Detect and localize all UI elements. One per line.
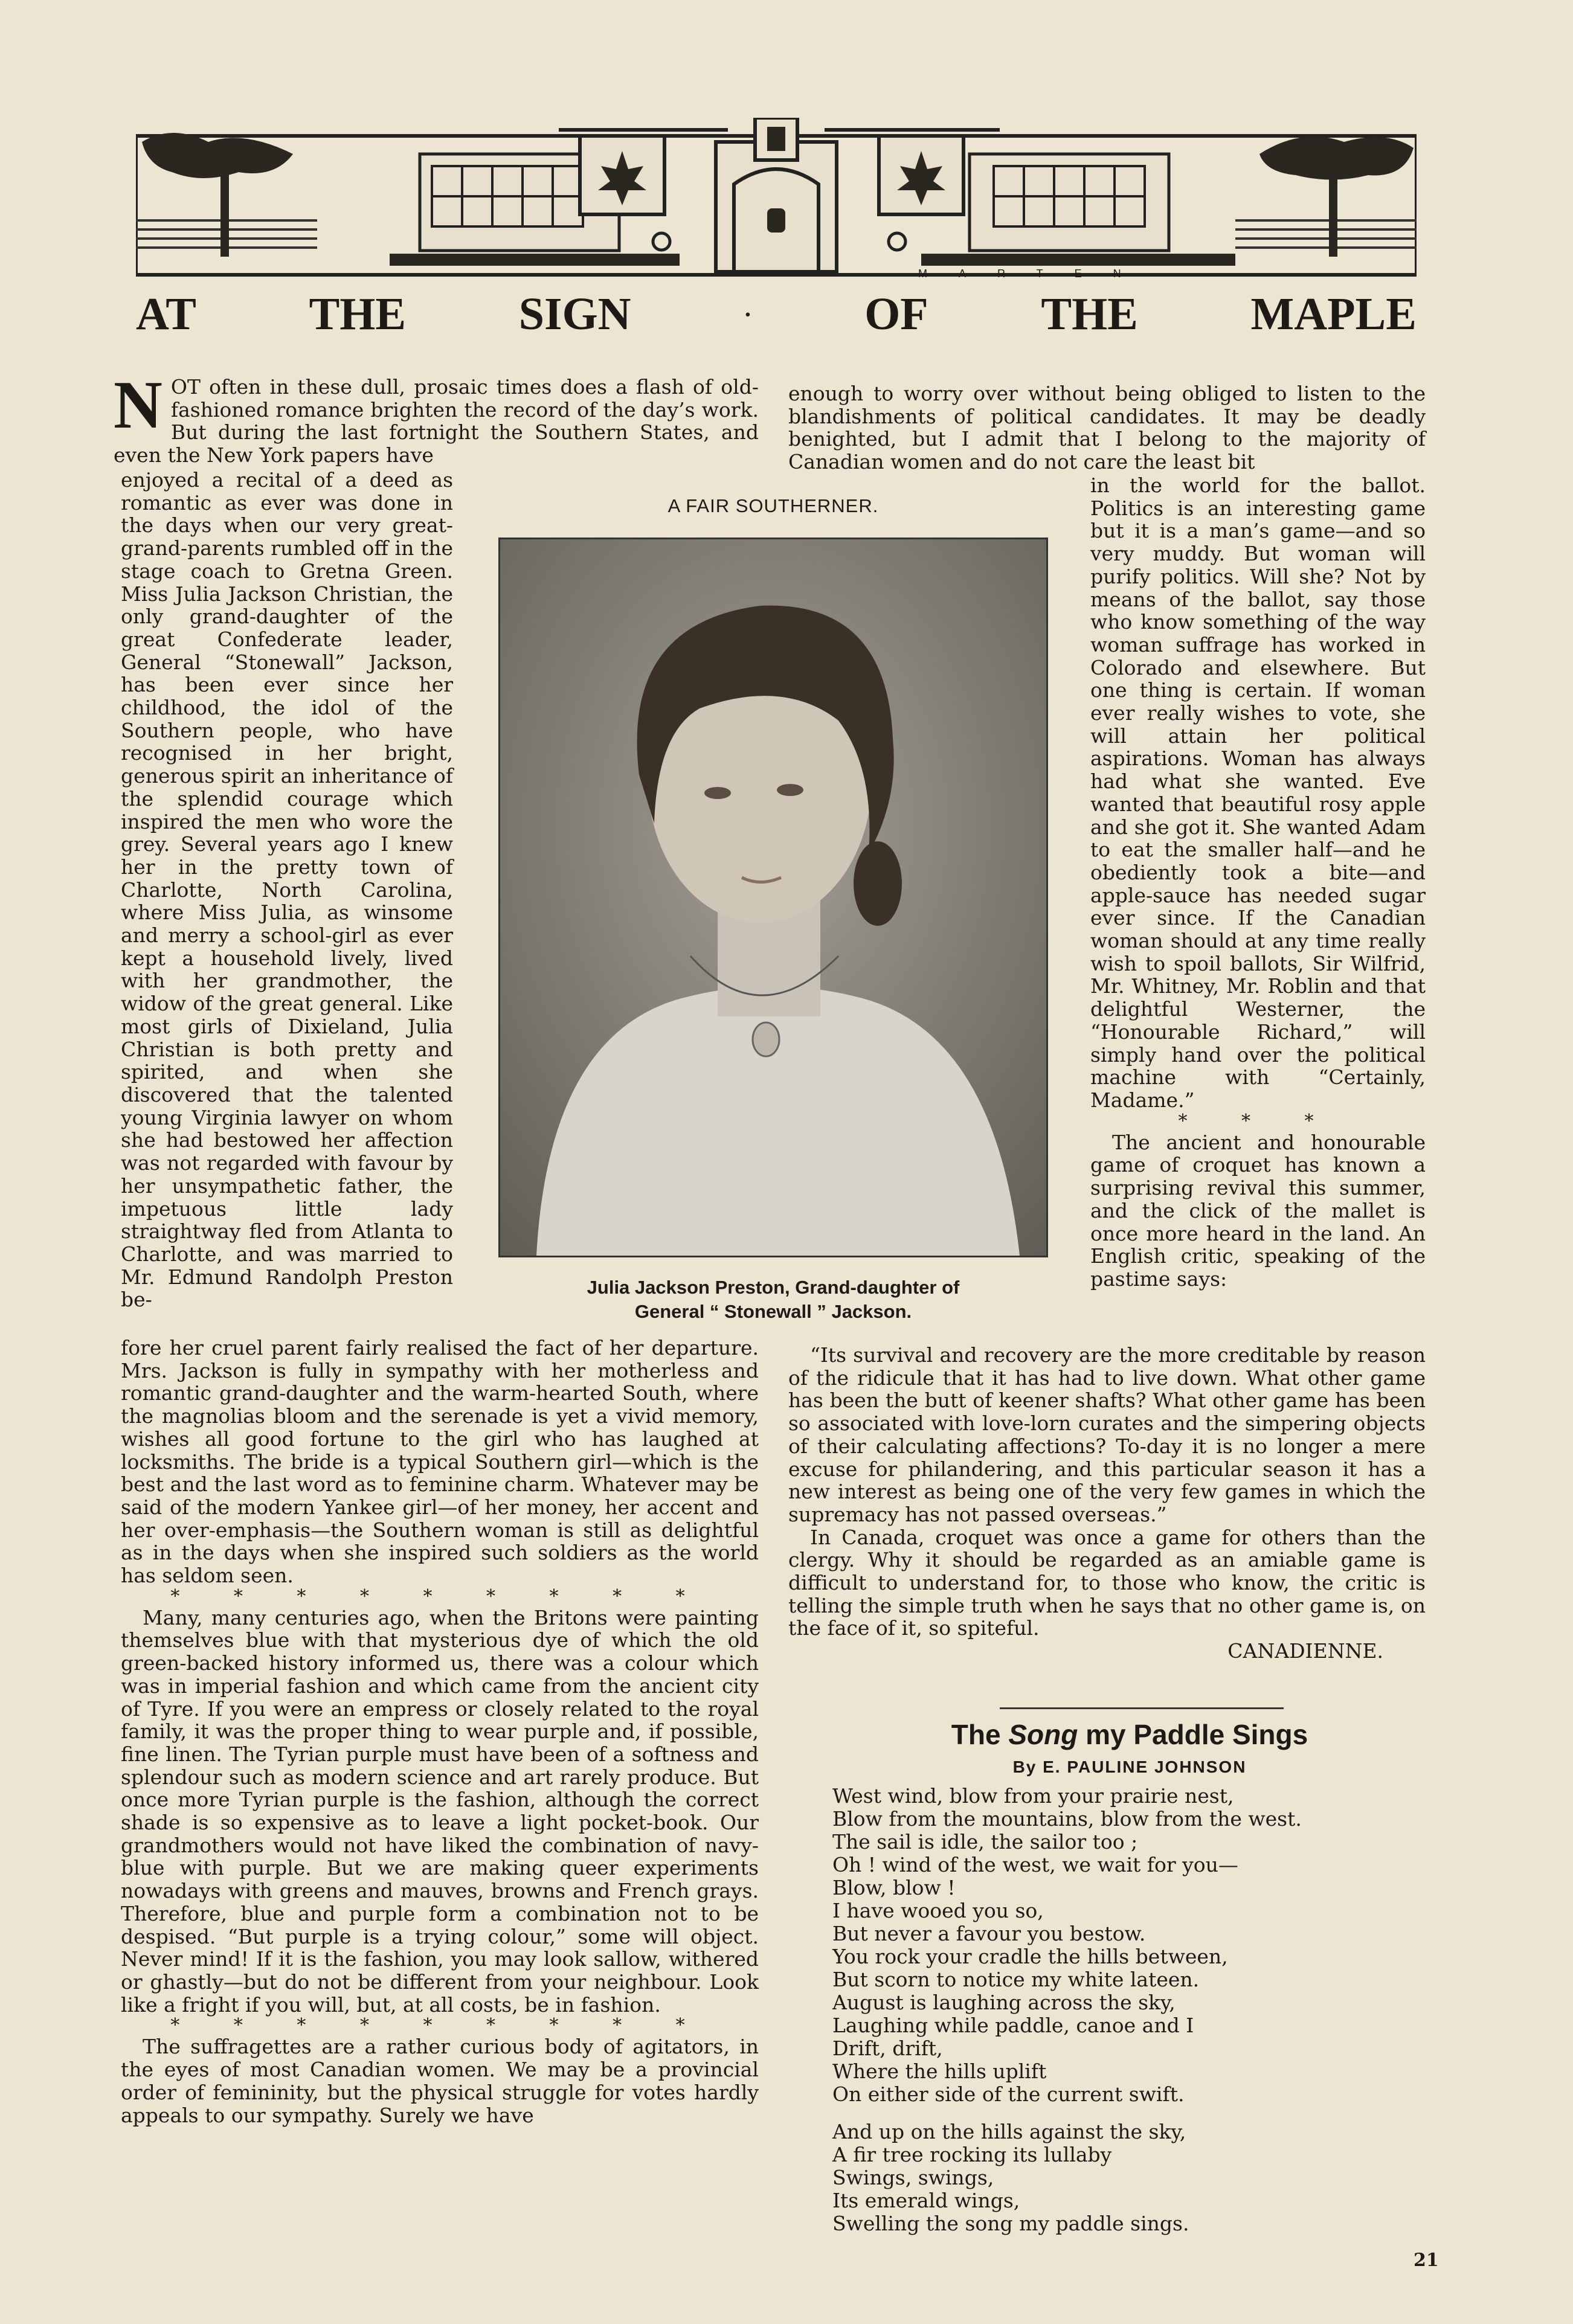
poem-line: Laughing while paddle, canoe and I [832,2014,1194,2037]
poem-line: Blow, blow ! [832,1876,956,1899]
article-narrow-left [121,469,453,1311]
article-paragraph: The ancient and honourable game of croquet has known a surprising revival this summer, and the click of the mallet is once more heard in the land. An English critic, speaking of the pastime says: [1090,1130,1426,1291]
article-paragraph: enjoyed a recital of a deed as romantic as ever was done in the days when our very great-grand-parents rumbled off in the stage coach to Gretna Green. Miss Julia Jackson Christian, the only grand-daughter of the great Confederate leader, General “Stonewall” Jackson, has been ever since her childhood, the idol of the Southern people, who have recognised in her bright, generous spirit an inheritance of the splendid courage which inspired the men who wore the grey. Several years ago I knew her in the pretty town of Charlotte, North Carolina, where Miss Julia, as winsome and merry a school-girl as ever kept a household lively, lived with her grandmother, the widow of the great general. Like most girls of Dixieland, Julia Christian is both pretty and spirited, and when she discovered that the talented young Virginia lawyer on whom she had bestowed her affection was not regarded with favour by her unsympathetic father, the impetuous little lady straightway fled from Atlanta to Charlotte, and was married to Mr. Edmund Randolph Preston be- [121,468,453,1312]
caption-line: Julia Jackson Preston, Grand-daughter of [587,1277,960,1298]
banner-signature: MARTEN [918,268,1153,280]
figure-label: A FAIR SOUTHERNER. [667,495,879,516]
poem-title: The Song my Paddle Sings [951,1719,1308,1750]
poem-line: Its emerald wings, [832,2189,1020,2212]
article-paragraph: In Canada, croquet was once a game for others than the clergy. Why it should be regarded as an amiable game is difficult to understand for, to those who know, the critic is telling the simple truth when he says that no other game is, on the face of it, so spiteful. [788,1525,1426,1640]
banner-art [136,118,1417,281]
title-word: AT [136,288,196,339]
poem-author: By E. PAULINE JOHNSON [1012,1757,1247,1776]
poem-line: Swelling the song my paddle sings. [832,2212,1189,2235]
title-word: MAPLE [1250,288,1417,339]
article-paragraph: enough to worry over without being obliged to listen to the blandishments of political candidates. It may be deadly benighted, but I admit that I belong to the majority of Canadian women and do not care the least bit [788,382,1426,474]
page-number: 21 [1414,2250,1439,2271]
poem-stanza-break [832,2106,1436,2120]
poem-line: But scorn to notice my white lateen. [832,1968,1200,1991]
figure-caption [498,1276,1048,1324]
poem-line: The sail is idle, the sailor too ; [832,1830,1138,1854]
poem-line: I have wooed you so, [832,1899,1044,1922]
title-separator: · [744,300,752,328]
article-paragraph: Many, many centuries ago, when the Britons were painting themselves blue with that mysterious dye of which the old green-backed history informed us, there was a colour which was in imperial fashion and which came from the ancient city of Tyre. If you were an empress or closely related to the royal family, it was the proper thing to wear purple and, if possible, fine linen. The Tyrian purple must have been of a softness and splendour such as modern science and art rarely produce. But once more Tyrian purple is the fashion, although the correct shade is so expensive as to leave a light pocket-book. Our grandmothers would not have liked the combination of navy-blue with purple. But we are making queer experiments nowadays with greens and mauves, browns and French grays. Therefore, blue and purple form a combination not to be despised. “But purple is a trying colour,” some will object. Never mind! If it is the fashion, you may look sallow, withered or ghastly—but do not be different from your neighbour. Look like a fright if you will, but, at all costs, be in fashion. [121,1605,759,2017]
poem-line: August is laughing across the sky, [832,1991,1176,2014]
poem-line: Blow from the mountains, blow from the west. [832,1807,1302,1831]
poem-line: But never a favour you bestow. [832,1922,1146,1945]
section-rule [1000,1707,1284,1709]
title-word: OF [864,288,928,339]
poem-line: Drift, drift, [832,2037,943,2060]
poem-line: Oh ! wind of the west, we wait for you— [832,1853,1238,1876]
poem-body [832,1785,1436,2235]
poem-line: Where the hills uplift [832,2059,1047,2083]
poem-line: A fir tree rocking its lullaby [832,2143,1112,2166]
author-signature: CANADIENNE. [1227,1639,1383,1663]
article-right-wide [788,1344,1426,1663]
title-word: SIGN [518,288,631,339]
page-title [136,290,1417,338]
article-right-top [788,382,1426,473]
poem-line: And up on the hills against the sky, [832,2120,1186,2143]
article-paragraph: The suffragettes are a rather curious body of agitators, in the eyes of most Canadian women. We may be a provincial order of femininity, but the physical struggle for votes hardly appeals to our sympathy. Surely we have [121,2035,759,2127]
section-divider: * * * [1178,1110,1338,1132]
poem-line: On either side of the current swift. [832,2082,1185,2106]
caption-line: General “ Stonewall ” Jackson. [634,1301,912,1322]
poem-line: West wind, blow from your prairie nest, [832,1784,1234,1808]
poem-line: You rock your cradle the hills between, [832,1945,1228,1968]
drop-cap: N [114,368,162,443]
article-intro-text: OT often in these dull, prosaic times does a flash of old-fashioned romance brighten the record of the day’s work. But during the last fortnight the Southern States, and even the New York papers have [114,375,759,467]
section-divider: * * * * * * * * * [170,1585,709,1607]
article-paragraph: in the world for the ballot. Politics is an interesting game but it is a man’s game—and so very muddy. But woman will purify politics. Will she? Not by means of the ballot, say those who know something of the way woman suffrage has worked in Colorado and elsewhere. But one thing is certain. If woman ever really wishes to vote, she will attain her political aspirations. Woman has always had what she wanted. Eve wanted that beautiful rosy apple and she got it. She wanted Adam to eat the smaller half—and he obediently took a bite—and apple-sauce has needed sugar ever since. If the Canadian woman should at any time really wish to spoil ballots, Sir Wilfrid, Mr. Whitney, Mr. Roblin and that delightful Westerner, the “Honourable Richard,” will simply hand over the political machine with “Certainly, Madame.” [1090,473,1426,1112]
title-word: THE [309,288,407,339]
portrait-photo [498,538,1048,1257]
title-word: THE [1041,288,1138,339]
portrait-image [500,539,1046,1256]
article-left-wide [121,1337,759,2127]
quoted-passage: “Its survival and recovery are the more creditable by reason of the ridicule that it has had to live down. What other game has been the butt of keener shafts? What other game has been so associated with love-lorn curates and the simpering objects of their calculating affections? To-day it is no longer a mere excuse for philandering, and this particular season it has a new interest as being one of the very few games in which the supremacy has not passed overseas.” [788,1343,1426,1526]
article-intro [114,368,759,467]
header-banner-illustration [136,118,1417,281]
article-narrow-right [1090,474,1426,1291]
section-divider: * * * * * * * * * [170,2015,709,2037]
article-paragraph: fore her cruel parent fairly realised the fact of her departure. Mrs. Jackson is fully in sympathy with her motherless and romantic grand-daughter and the warm-hearted South, where the magnolias bloom and the serenade is yet a vivid memory, wishes all good fortune to the girl who has laughed at locksmiths. The bride is a typical Southern girl—which is the best and the last word as to feminine charm. Whatever may be said of the modern Yankee girl—of her money, her accent and her over-emphasis—the Southern woman is still as delightful as in the days when she inspired such soldiers as the world has seldom seen. [121,1336,759,1588]
poem-line: Swings, swings, [832,2166,994,2189]
